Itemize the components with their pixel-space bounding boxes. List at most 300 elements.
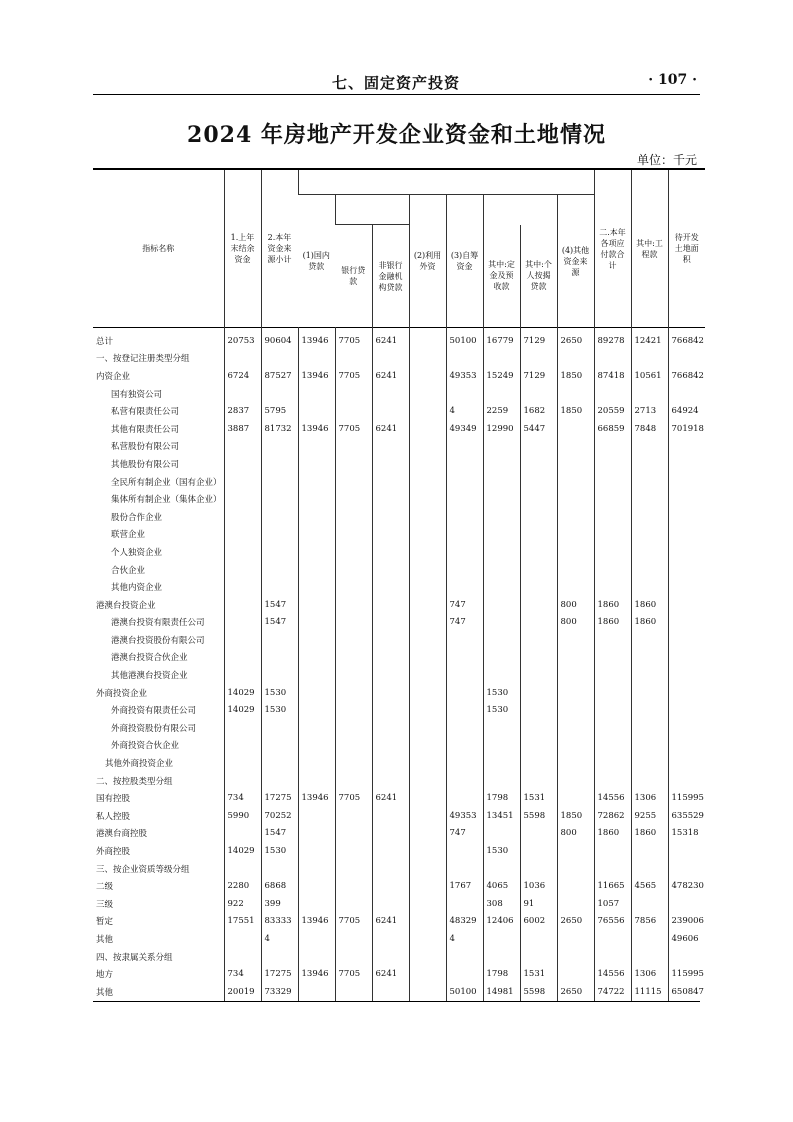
table-row <box>93 328 705 350</box>
table-cell <box>224 543 261 561</box>
row-label: 其他 <box>96 934 114 945</box>
table-cell <box>594 526 631 544</box>
row-label: 合伙企业 <box>111 565 146 576</box>
table-cell <box>668 631 705 649</box>
table-cell <box>261 649 298 667</box>
table-cell <box>446 684 483 702</box>
table-row <box>93 877 705 895</box>
table-cell <box>372 631 409 649</box>
table-cell <box>594 719 631 737</box>
table-cell <box>520 614 557 632</box>
table-cell <box>483 948 520 966</box>
table-cell: 66859 <box>594 420 631 438</box>
table-cell <box>520 385 557 403</box>
table-cell <box>446 737 483 755</box>
table-cell <box>594 754 631 772</box>
table-cell: 7705 <box>335 367 372 385</box>
table-row <box>93 701 705 719</box>
table-cell <box>261 578 298 596</box>
table-cell <box>631 438 668 456</box>
table-cell: 922 <box>224 895 261 913</box>
table-cell <box>668 455 705 473</box>
row-label: 其他内资企业 <box>111 583 163 594</box>
table-cell: 5598 <box>520 983 557 1001</box>
table-cell <box>409 948 446 966</box>
row-label: 港澳台商控股 <box>96 829 148 840</box>
col-header-c6: (2)利用外资 <box>409 195 446 328</box>
table-cell <box>520 860 557 878</box>
table-cell <box>446 789 483 807</box>
table-cell <box>594 578 631 596</box>
table-cell <box>520 455 557 473</box>
table-cell <box>557 350 594 368</box>
row-label: 外商投资企业 <box>96 688 148 699</box>
table-cell <box>372 719 409 737</box>
table-cell <box>483 543 520 561</box>
table-cell <box>557 860 594 878</box>
table-cell: 76556 <box>594 913 631 931</box>
table-cell: 70252 <box>261 807 298 825</box>
table-cell <box>335 455 372 473</box>
table-cell <box>409 649 446 667</box>
table-cell <box>372 402 409 420</box>
table-cell: 6241 <box>372 328 409 350</box>
table-cell <box>557 578 594 596</box>
table-cell <box>668 895 705 913</box>
table-cell <box>483 737 520 755</box>
table-cell <box>335 473 372 491</box>
table-cell <box>668 438 705 456</box>
table-cell <box>446 350 483 368</box>
table-cell <box>335 754 372 772</box>
table-cell <box>483 473 520 491</box>
row-label: 港澳台投资企业 <box>96 600 156 611</box>
table-cell: 17275 <box>261 965 298 983</box>
table-cell <box>261 719 298 737</box>
table-cell <box>520 825 557 843</box>
table-cell <box>372 754 409 772</box>
table-cell <box>668 842 705 860</box>
table-row <box>93 526 705 544</box>
table-cell <box>446 754 483 772</box>
table-cell <box>594 473 631 491</box>
table-cell <box>520 578 557 596</box>
table-cell <box>668 385 705 403</box>
table-cell <box>668 473 705 491</box>
table-cell <box>668 948 705 966</box>
table-cell <box>446 578 483 596</box>
table-cell <box>483 649 520 667</box>
table-cell <box>298 508 335 526</box>
table-cell <box>631 666 668 684</box>
table-cell <box>298 490 335 508</box>
row-label: 外商投资股份有限公司 <box>111 723 197 734</box>
table-cell <box>409 719 446 737</box>
table-cell <box>520 561 557 579</box>
table-cell: 7705 <box>335 420 372 438</box>
table-cell <box>631 719 668 737</box>
table-cell: 1306 <box>631 789 668 807</box>
table-cell <box>446 842 483 860</box>
table-cell <box>409 350 446 368</box>
table-cell: 6241 <box>372 965 409 983</box>
table-cell <box>557 666 594 684</box>
table-row <box>93 772 705 790</box>
table-cell: 12990 <box>483 420 520 438</box>
table-cell <box>335 350 372 368</box>
table-cell <box>224 772 261 790</box>
table-cell <box>298 930 335 948</box>
table-cell <box>335 807 372 825</box>
table-cell: 7705 <box>335 789 372 807</box>
col-header-c10: (4)其他资金来源 <box>557 195 594 328</box>
table-cell <box>594 455 631 473</box>
table-cell: 7848 <box>631 420 668 438</box>
table-cell: 1306 <box>631 965 668 983</box>
table-cell <box>557 649 594 667</box>
table-cell: 81732 <box>261 420 298 438</box>
row-label: 其他 <box>96 987 114 998</box>
row-label: 二级 <box>96 882 114 893</box>
table-cell <box>668 684 705 702</box>
table-cell: 1798 <box>483 789 520 807</box>
table-cell <box>409 420 446 438</box>
table-cell: 49349 <box>446 420 483 438</box>
table-cell <box>409 701 446 719</box>
table-cell <box>520 596 557 614</box>
table-cell: 49353 <box>446 807 483 825</box>
table-row <box>93 895 705 913</box>
table-cell <box>224 508 261 526</box>
table-cell <box>557 420 594 438</box>
row-label: 港澳台投资股份有限公司 <box>111 635 205 646</box>
table-cell <box>409 737 446 755</box>
page-number: · 107 · <box>648 72 697 88</box>
table-cell <box>483 578 520 596</box>
row-label: 四、按隶属关系分组 <box>96 952 173 963</box>
table-row <box>93 490 705 508</box>
table-cell <box>409 490 446 508</box>
table-cell <box>409 526 446 544</box>
table-cell: 2259 <box>483 402 520 420</box>
table-cell <box>631 473 668 491</box>
table-cell <box>557 701 594 719</box>
table-cell: 16779 <box>483 328 520 350</box>
row-label: 港澳台投资有限责任公司 <box>111 618 205 629</box>
table-cell <box>594 737 631 755</box>
table-cell: 308 <box>483 895 520 913</box>
table-row <box>93 719 705 737</box>
table-cell <box>557 842 594 860</box>
row-label: 二、按控股类型分组 <box>96 776 173 787</box>
table-cell <box>298 772 335 790</box>
table-cell <box>668 649 705 667</box>
table-cell <box>483 631 520 649</box>
table-cell: 1860 <box>594 596 631 614</box>
table-cell <box>409 561 446 579</box>
table-cell <box>557 719 594 737</box>
table-cell <box>335 825 372 843</box>
table-cell <box>409 754 446 772</box>
table-row <box>93 508 705 526</box>
table-cell <box>335 543 372 561</box>
col-header-c4: 银行贷款 <box>335 225 372 328</box>
page-title: 2024 年房地产开发企业资金和土地情况 <box>187 122 606 148</box>
table-cell <box>224 385 261 403</box>
table-cell <box>298 666 335 684</box>
table-cell <box>483 526 520 544</box>
table-row <box>93 666 705 684</box>
row-label: 股份合作企业 <box>111 512 163 523</box>
table-cell <box>631 561 668 579</box>
table-cell <box>261 455 298 473</box>
table-cell: 1547 <box>261 825 298 843</box>
table-cell <box>631 737 668 755</box>
table-cell: 15249 <box>483 367 520 385</box>
table-cell <box>261 543 298 561</box>
table-row <box>93 930 705 948</box>
table-cell <box>594 930 631 948</box>
table-cell <box>372 930 409 948</box>
table-cell <box>335 490 372 508</box>
table-cell <box>631 526 668 544</box>
table-cell <box>224 649 261 667</box>
table-cell <box>594 561 631 579</box>
table-cell <box>335 684 372 702</box>
table-cell <box>335 561 372 579</box>
table-cell: 20559 <box>594 402 631 420</box>
table-cell <box>446 561 483 579</box>
table-cell <box>298 983 335 1001</box>
table-cell <box>261 666 298 684</box>
table-cell <box>372 473 409 491</box>
table-cell <box>520 649 557 667</box>
table-cell <box>298 438 335 456</box>
table-cell <box>668 666 705 684</box>
table-cell <box>335 402 372 420</box>
table-cell <box>446 649 483 667</box>
table-cell: 14556 <box>594 965 631 983</box>
table-cell <box>372 596 409 614</box>
table-cell <box>409 825 446 843</box>
table-cell <box>372 578 409 596</box>
table-cell <box>446 948 483 966</box>
col-header-c5: 非银行金融机构贷款 <box>372 225 409 328</box>
table-cell <box>557 438 594 456</box>
row-label: 集体所有制企业（集体企业） <box>111 495 222 506</box>
table-cell: 49353 <box>446 367 483 385</box>
table-cell <box>668 350 705 368</box>
table-cell <box>224 561 261 579</box>
table-cell: 87418 <box>594 367 631 385</box>
row-label: 其他外商投资企业 <box>105 759 174 770</box>
table-cell <box>261 473 298 491</box>
table-cell <box>298 649 335 667</box>
table-row <box>93 737 705 755</box>
table-cell <box>372 895 409 913</box>
table-cell <box>372 860 409 878</box>
table-cell <box>261 948 298 966</box>
table-row <box>93 420 705 438</box>
table-cell <box>261 490 298 508</box>
table-cell: 1057 <box>594 895 631 913</box>
table-cell <box>631 754 668 772</box>
table-cell <box>446 895 483 913</box>
table-cell <box>594 543 631 561</box>
table-cell: 17275 <box>261 789 298 807</box>
table-cell <box>631 490 668 508</box>
table-cell: 1530 <box>483 842 520 860</box>
table-row <box>93 789 705 807</box>
table-cell <box>446 701 483 719</box>
table-cell <box>409 473 446 491</box>
table-cell: 13946 <box>298 420 335 438</box>
table-cell: 13946 <box>298 789 335 807</box>
row-label: 全民所有制企业（国有企业） <box>111 477 222 488</box>
table-cell <box>483 596 520 614</box>
table-cell <box>335 666 372 684</box>
table-cell <box>224 490 261 508</box>
table-cell <box>224 614 261 632</box>
table-body <box>93 328 705 1001</box>
table-cell <box>372 508 409 526</box>
table-cell: 14981 <box>483 983 520 1001</box>
table-cell <box>594 701 631 719</box>
table-cell <box>409 983 446 1001</box>
table-cell: 747 <box>446 825 483 843</box>
table-row <box>93 596 705 614</box>
col-header-c9: 其中:个人按揭贷款 <box>520 225 557 328</box>
table-cell: 73329 <box>261 983 298 1001</box>
table-cell <box>409 895 446 913</box>
row-label: 内资企业 <box>96 371 131 382</box>
table-cell <box>224 631 261 649</box>
col-header-c11: 二.本年各项应付款合计 <box>594 169 631 328</box>
table-cell <box>298 737 335 755</box>
table-cell <box>520 930 557 948</box>
table-cell <box>557 490 594 508</box>
table-cell <box>409 455 446 473</box>
table-cell <box>372 772 409 790</box>
table-cell <box>409 930 446 948</box>
table-cell <box>224 526 261 544</box>
table-cell: 7705 <box>335 913 372 931</box>
table-cell: 747 <box>446 596 483 614</box>
table-cell <box>557 526 594 544</box>
table-cell: 478230 <box>668 877 705 895</box>
table-cell <box>557 754 594 772</box>
table-cell <box>409 328 446 350</box>
table-cell: 4 <box>261 930 298 948</box>
table-cell: 48329 <box>446 913 483 931</box>
table-cell: 49606 <box>668 930 705 948</box>
table-cell <box>668 508 705 526</box>
table-cell: 83333 <box>261 913 298 931</box>
table-cell <box>446 860 483 878</box>
row-label: 国有独资公司 <box>111 389 163 400</box>
table-cell <box>372 666 409 684</box>
table-cell: 1531 <box>520 789 557 807</box>
table-cell <box>668 490 705 508</box>
table-cell: 12421 <box>631 328 668 350</box>
table-cell <box>446 455 483 473</box>
table-cell <box>483 754 520 772</box>
table-row <box>93 350 705 368</box>
table-cell: 13451 <box>483 807 520 825</box>
row-label: 其他有限责任公司 <box>111 424 180 435</box>
row-label: 其他港澳台投资企业 <box>111 671 188 682</box>
table-cell <box>446 508 483 526</box>
table-cell <box>261 772 298 790</box>
table-cell <box>224 930 261 948</box>
table-cell: 2650 <box>557 328 594 350</box>
table-cell <box>224 438 261 456</box>
table-cell: 13946 <box>298 965 335 983</box>
table-cell <box>594 860 631 878</box>
bottom-rule <box>93 1001 700 1002</box>
table-cell: 6241 <box>372 420 409 438</box>
header-rule <box>93 94 700 95</box>
row-label: 私营有限责任公司 <box>111 407 180 418</box>
col-header-c13: 待开发土地面积 <box>668 169 705 328</box>
table-cell <box>409 789 446 807</box>
table-cell: 766842 <box>668 328 705 350</box>
table-cell: 800 <box>557 825 594 843</box>
table-cell <box>298 948 335 966</box>
table-cell: 1850 <box>557 402 594 420</box>
table-row <box>93 561 705 579</box>
table-cell: 1682 <box>520 402 557 420</box>
row-label: 地方 <box>96 970 114 981</box>
table-cell <box>631 701 668 719</box>
table-cell <box>261 350 298 368</box>
table-cell <box>520 666 557 684</box>
row-label: 港澳台投资合伙企业 <box>111 653 188 664</box>
table-row <box>93 807 705 825</box>
table-cell <box>557 895 594 913</box>
table-cell: 800 <box>557 614 594 632</box>
table-cell: 1036 <box>520 877 557 895</box>
table-cell <box>483 385 520 403</box>
table-cell <box>631 631 668 649</box>
table-cell: 6868 <box>261 877 298 895</box>
table-cell <box>224 860 261 878</box>
table-cell <box>557 930 594 948</box>
table-cell: 64924 <box>668 402 705 420</box>
table-cell <box>409 913 446 931</box>
table-cell <box>557 508 594 526</box>
table-cell <box>483 490 520 508</box>
table-cell <box>446 666 483 684</box>
table-cell: 1547 <box>261 614 298 632</box>
table-cell <box>372 350 409 368</box>
table-cell <box>631 578 668 596</box>
table-cell <box>483 508 520 526</box>
table-cell: 5990 <box>224 807 261 825</box>
table-cell: 17551 <box>224 913 261 931</box>
table-cell <box>261 860 298 878</box>
table-cell <box>261 631 298 649</box>
table-cell <box>483 930 520 948</box>
table-cell <box>298 455 335 473</box>
table-cell <box>298 842 335 860</box>
table-row <box>93 948 705 966</box>
table-cell: 4065 <box>483 877 520 895</box>
table-cell <box>335 596 372 614</box>
table-cell <box>409 842 446 860</box>
table-cell <box>298 402 335 420</box>
table-cell: 1547 <box>261 596 298 614</box>
